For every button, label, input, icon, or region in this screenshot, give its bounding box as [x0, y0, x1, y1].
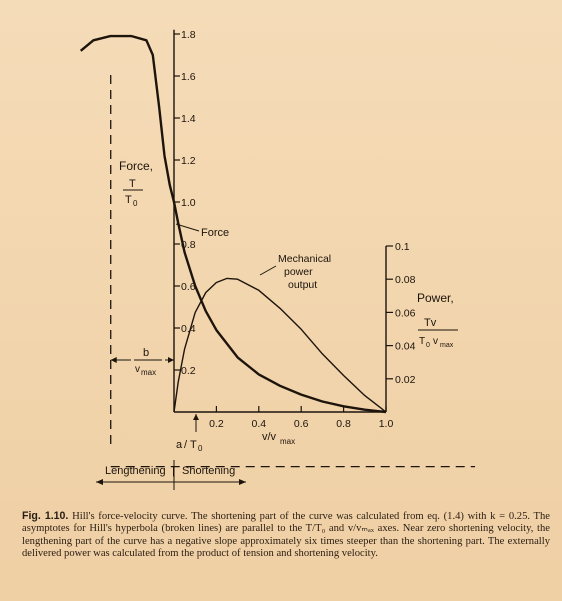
- power-tick-label: 0.02: [395, 373, 416, 386]
- power-label-leader: [260, 266, 276, 275]
- power-tick-label: 0.1: [395, 241, 410, 253]
- force-tick-label: 1.8: [181, 29, 196, 41]
- a-label-den: T: [190, 439, 197, 451]
- series: [81, 36, 386, 412]
- power-curve-label-line1: Mechanical: [278, 253, 332, 265]
- force-axis-frac-num: T: [129, 178, 136, 190]
- power-axis-label: Power,: [417, 291, 454, 305]
- caption-text: Hill's force-velocity curve. The shortening part of the curve was calculated from eq. (1.4) with k = 0.25. The asymptotes for Hill's hyperbola (broken lines) are parallel to the T/T₀ and v/vₘₐₓ axes. Near zero shortening velocity, the lengthening part of the curve has a negative slope approximately six times steeper than the shortening part. The externally delivered power was calculated from the product of tension and shortening velocity.: [22, 511, 550, 560]
- power-axis-frac-den: T: [419, 336, 426, 347]
- a-label-den-sub: 0: [198, 444, 203, 453]
- shortening-arrowhead: [239, 479, 246, 485]
- force-tick-label: 1.4: [181, 113, 196, 125]
- power-axis-frac-den-sub: 0: [426, 342, 430, 349]
- velocity-axis-label-sub: max: [280, 437, 296, 446]
- power-axis-frac-den-tail: v: [433, 336, 438, 347]
- labels: [96, 159, 458, 490]
- force-tick-label: 0.4: [181, 323, 196, 335]
- velocity-axis-label: v/v: [262, 431, 277, 443]
- force-tick-label: 0.8: [181, 239, 196, 251]
- power-curve-label-line2: power: [284, 266, 313, 278]
- force-axis-label: Force,: [119, 159, 154, 173]
- force-axis-frac-den: T: [125, 194, 132, 206]
- velocity-tick-label: 0.8: [336, 418, 351, 430]
- force-curve-label: Force: [201, 227, 230, 239]
- b-label-num: b: [143, 347, 150, 359]
- velocity-tick-label: 0.6: [293, 418, 309, 430]
- a-label-slash: /: [184, 439, 188, 451]
- velocity-tick-label: 0.4: [251, 418, 267, 430]
- velocity-tick-label: 0.2: [209, 418, 224, 430]
- force-axis-frac-den-sub: 0: [133, 199, 138, 208]
- power-tick-label: 0.08: [395, 274, 416, 287]
- a-arrowhead: [193, 414, 199, 420]
- power-tick-label: 0.04: [395, 340, 416, 353]
- force-tick-label: 1.0: [181, 197, 196, 209]
- lengthening-arrowhead: [96, 479, 103, 485]
- force-curve: [81, 36, 386, 412]
- force-tick-label: 1.2: [181, 155, 196, 167]
- power-curve-label-line3: output: [288, 279, 318, 291]
- lengthening-shortening-divider: |: [172, 465, 175, 477]
- b-label-den-sub: max: [141, 368, 157, 377]
- power-curve: [174, 278, 386, 412]
- shortening-label: Shortening: [182, 465, 236, 477]
- lengthening-label: Lengthening: [105, 465, 166, 477]
- power-axis-frac-den-tail-sub: max: [440, 342, 454, 349]
- figure-caption: [22, 510, 550, 561]
- velocity-tick-label: 1.0: [378, 418, 394, 430]
- b-arrowhead-left: [111, 357, 117, 363]
- force-tick-label: 0.2: [181, 365, 196, 377]
- b-label-den: v: [135, 364, 140, 375]
- force-tick-label: 1.6: [181, 71, 196, 83]
- caption-fig-label: Fig. 1.10.: [22, 510, 69, 522]
- b-arrowhead-right: [168, 357, 174, 363]
- force-tick-label: 0.6: [181, 281, 196, 293]
- a-label-num: a: [176, 439, 183, 451]
- power-tick-label: 0.06: [395, 307, 416, 320]
- power-axis-frac-num: Tv: [424, 317, 437, 329]
